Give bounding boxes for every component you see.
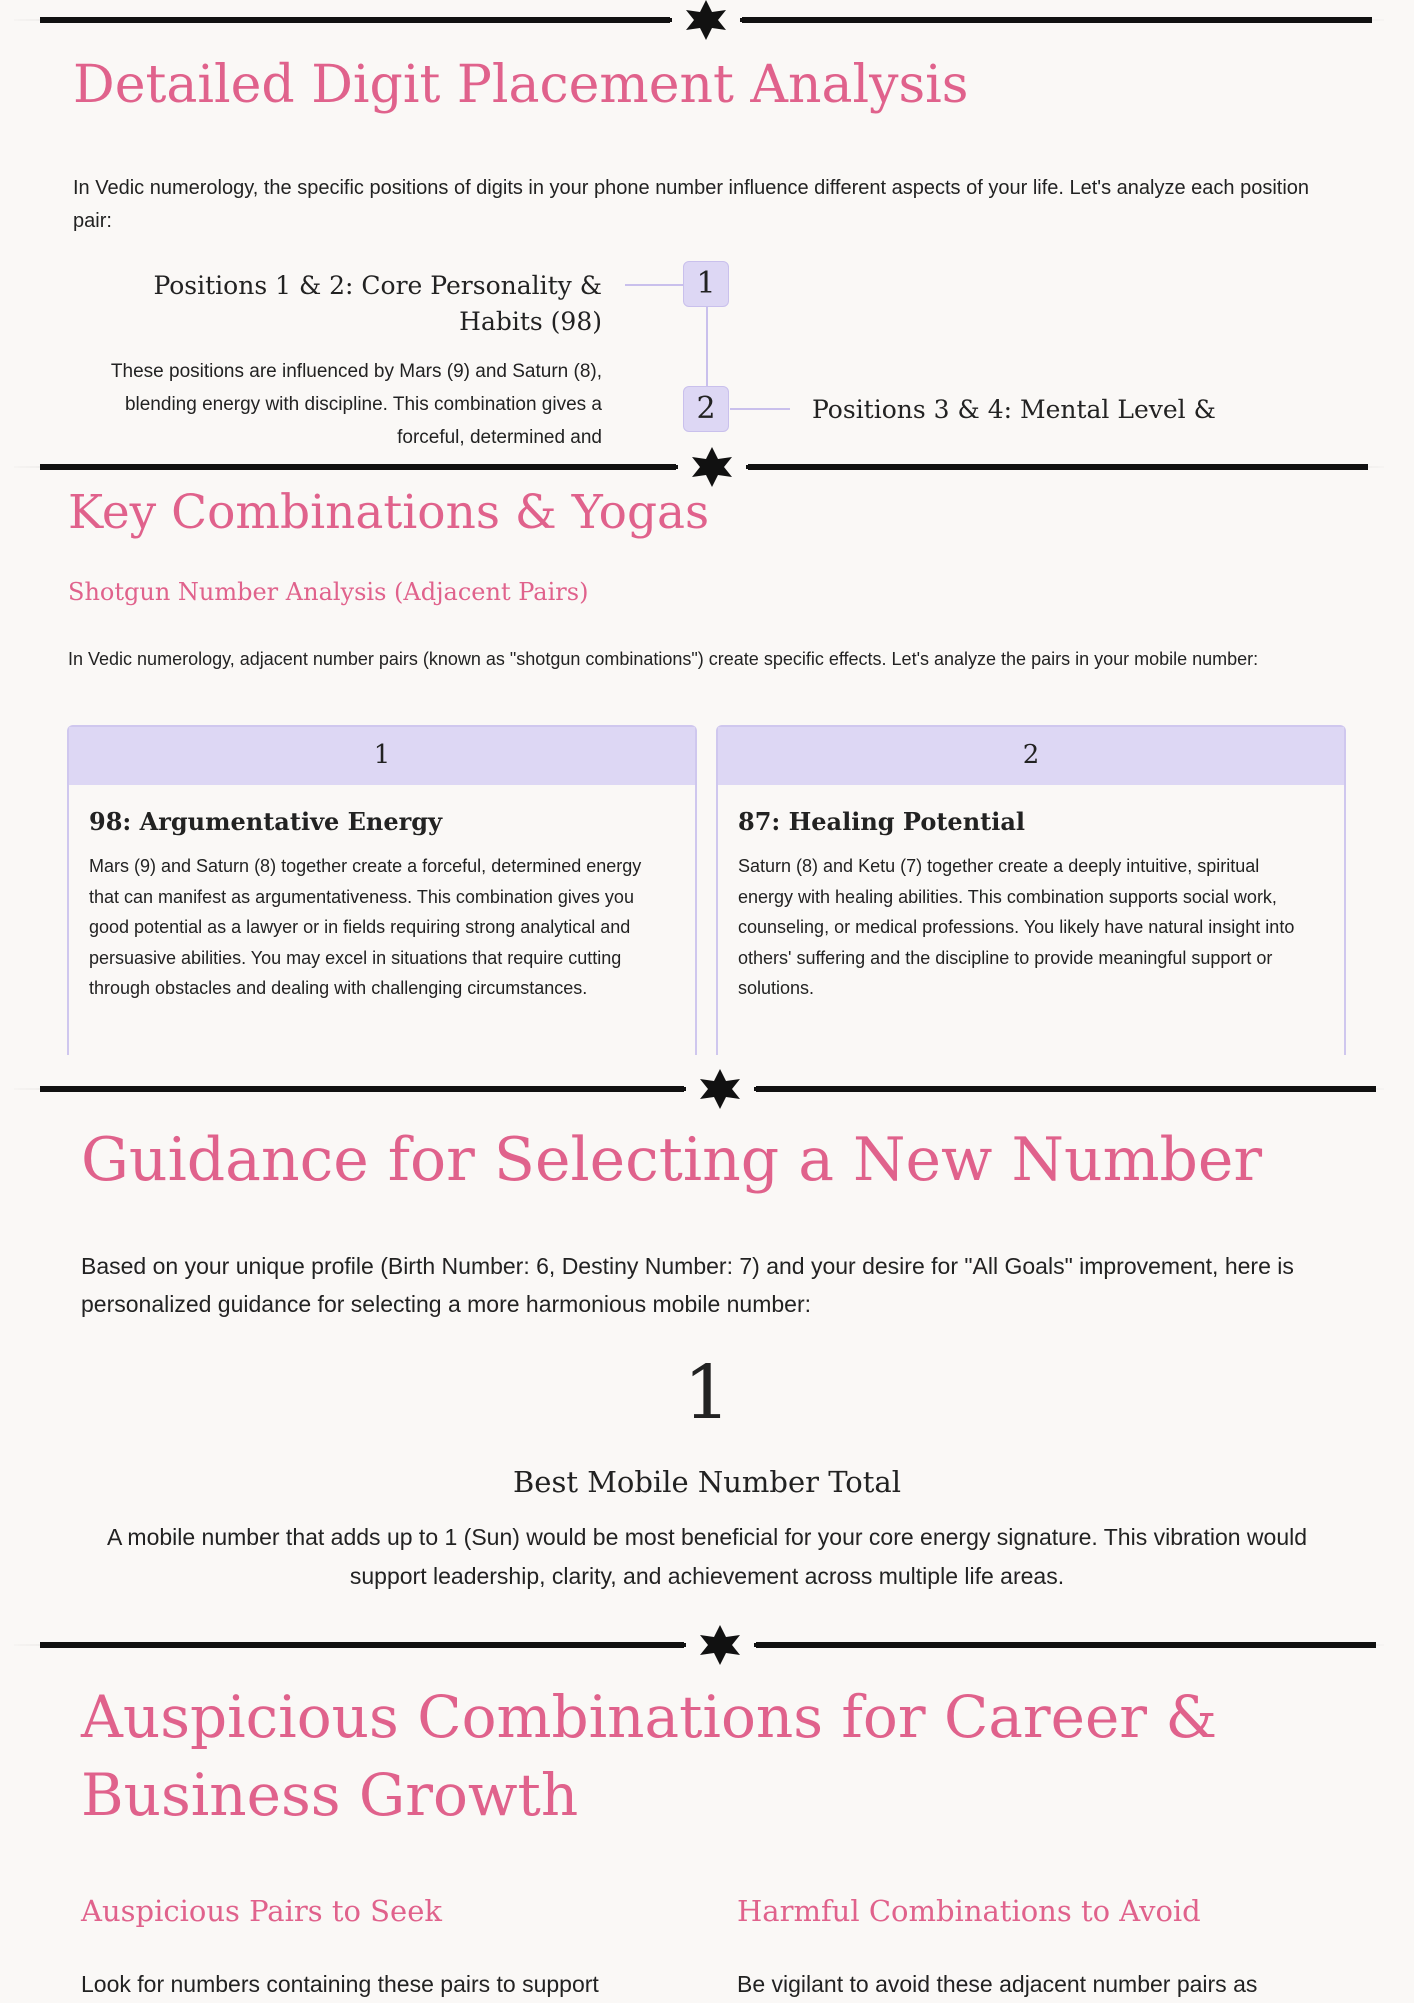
position-1-heading: Positions 1 & 2: Core Personality & Habits (98): [153, 271, 602, 336]
card-title: 98: Argumentative Energy: [89, 807, 443, 836]
auspicious-pairs-text: Look for numbers containing these pairs to support: [81, 1971, 599, 1997]
combination-card-1: [67, 725, 697, 1055]
section-intro: In Vedic numerology, the specific positions of digits in your phone number influence different aspects of your life. Let's analyze each position pair:: [73, 177, 1310, 232]
position-1-text: These positions are influenced by Mars (9) and Saturn (8), blending energy with discipline. This combination gives a forceful, determined and: [110, 361, 602, 448]
best-number-label: Best Mobile Number Total: [512, 1465, 901, 1499]
auspicious-combinations-section: [0, 1660, 1414, 2000]
card-text: Saturn (8) and Ketu (7) together create a deeply intuitive, spiritual energy with healing abilities. This combination supports social work, counseling, or medical professions. You likely have natural insight into others' suffering and the discipline to provide meaningful support or solutions.: [738, 856, 1295, 998]
section-divider: [0, 1625, 1414, 1665]
section-title: Key Combinations & Yogas: [68, 485, 710, 540]
best-number-value: 1: [683, 1350, 731, 1436]
harmful-combinations-heading: Harmful Combinations to Avoid: [737, 1894, 1201, 1928]
star-icon: [700, 1625, 740, 1665]
card-title: 87: Healing Potential: [738, 807, 1026, 836]
harmful-combinations-text: Be vigilant to avoid these adjacent number pairs as: [737, 1971, 1258, 1997]
guidance-section: [0, 1090, 1414, 1650]
section-title-line-1: Auspicious Combinations for Career &: [81, 1683, 1218, 1751]
section-title: Guidance for Selecting a New Number: [81, 1125, 1263, 1195]
best-number-text: A mobile number that adds up to 1 (Sun) would be most beneficial for your core energy signature. This vibration would support leadership, clarity, and achievement across multiple life areas.: [106, 1524, 1308, 1589]
timeline-connector: [706, 305, 708, 387]
card-number: 1: [69, 727, 695, 785]
section-intro: Based on your unique profile (Birth Number: 6, Destiny Number: 7) and your desire for "All Goals" improvement, here is personalized guidance for selecting a more harmonious mobile number:: [81, 1253, 1294, 1317]
position-1-marker: 1: [683, 261, 729, 307]
section-title: Detailed Digit Placement Analysis: [73, 55, 969, 115]
section-subtitle: Shotgun Number Analysis (Adjacent Pairs): [68, 578, 589, 606]
position-2-heading: Positions 3 & 4: Mental Level &: [812, 395, 1216, 424]
section-title-line-2: Business Growth: [81, 1761, 579, 1829]
section-intro: In Vedic numerology, adjacent number pairs (known as "shotgun combinations") create specific effects. Let's analyze the pairs in your mobile number:: [68, 649, 1259, 669]
card-number: 2: [718, 727, 1344, 785]
combination-card-2: [716, 725, 1346, 1055]
timeline-connector: [730, 408, 790, 410]
auspicious-pairs-heading: Auspicious Pairs to Seek: [81, 1894, 442, 1928]
digit-placement-section: [0, 0, 1414, 448]
timeline-connector: [625, 284, 683, 286]
card-text: Mars (9) and Saturn (8) together create a forceful, determined energy that can manifest as argumentativeness. This combination gives you good potential as a lawyer or in fields requiring strong analytical and persuasive abilities. You may excel in situations that require cutting through obstacles and dealing with challenging circumstances.: [89, 856, 642, 998]
position-2-marker: 2: [683, 386, 729, 432]
